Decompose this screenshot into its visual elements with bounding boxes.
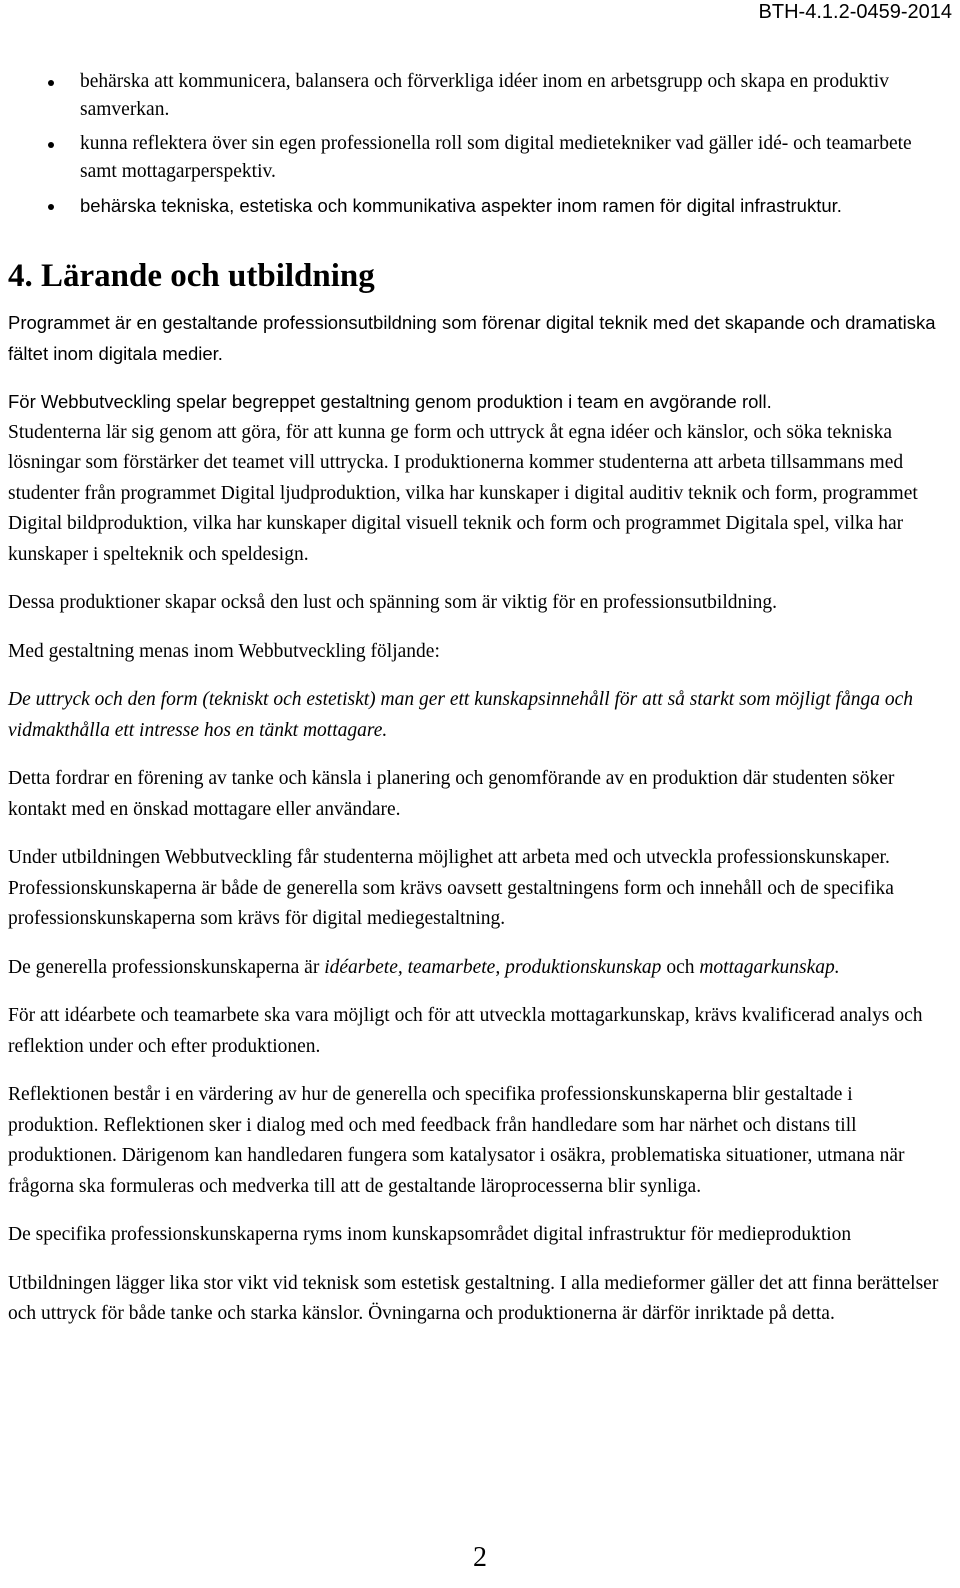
- list-item: behärska tekniska, estetiska och kommunikativa aspekter inom ramen för digital infrastruktur.: [8, 192, 938, 220]
- bullet-icon: [48, 142, 54, 148]
- bullet-icon: [48, 80, 54, 86]
- page-number: 2: [473, 1542, 487, 1573]
- paragraph: Reflektionen består i en värdering av hur de generella och specifika professionskunskaperna blir gestaltade i produktion. Reflektionen sker i dialog med och med feedback från handledare som har närhet och distans till produktionen. Därigenom kan handledaren fungera som katalysator i osäkra, problematiska situationer, utmana när frågorna ska formuleras och medverka till att de gestaltande läroprocesserna blir synliga.: [8, 1084, 905, 1197]
- section-body: [8, 308, 946, 1348]
- paragraph: För att idéarbete och teamarbete ska vara möjligt och för att utveckla mottagarkunskap, krävs kvalificerad analys och reflektion under och efter produktionen.: [8, 1005, 923, 1057]
- paragraph: Under utbildningen Webbutveckling får studenterna möjlighet att arbeta med och utveckla professionskunskaper. Professionskunskaperna är både de generella som krävs oavsett gestaltningens form och innehåll och de specifika professionskunskaperna som krävs för digital mediegestaltning.: [8, 847, 894, 929]
- list-item: behärska att kommunicera, balansera och förverkliga idéer inom en arbetsgrupp och skapa en produktiv samverkan.: [8, 68, 938, 124]
- bullet-icon: [48, 204, 54, 210]
- goal-list: [8, 68, 938, 226]
- definition-quote: De uttryck och den form (tekniskt och estetiskt) man ger ett kunskapsinnehåll för att så starkt som möjligt fånga och vidmakthålla ett intresse hos en tänkt mottagare.: [8, 689, 913, 741]
- paragraph: Detta fordrar en förening av tanke och känsla i planering och genomförande av en produktion där studenten söker kontakt med en önskad mottagare eller användare.: [8, 768, 895, 820]
- paragraph: Utbildningen lägger lika stor vikt vid teknisk som estetisk gestaltning. I alla medieformer gäller det att finna berättelser och uttryck för både tanke och starka känslor. Övningarna och produktionerna är därför inriktade på detta.: [8, 1272, 939, 1324]
- paragraph: För Webbutveckling spelar begreppet gestaltning genom produktion i team en avgörande roll.: [8, 391, 772, 412]
- document-id: BTH-4.1.2-0459-2014: [758, 1, 952, 23]
- paragraph: De generella professionskunskaperna är idéarbete, teamarbete, produktionskunskap och mottagarkunskap.: [8, 956, 840, 978]
- paragraph: De specifika professionskunskaperna ryms inom kunskapsområdet digital infrastruktur för medieproduktion: [8, 1224, 852, 1245]
- section-heading: 4. Lärande och utbildning: [8, 258, 375, 294]
- paragraph: Med gestaltning menas inom Webbutveckling följande:: [8, 640, 440, 662]
- list-item: kunna reflektera över sin egen professionella roll som digital medietekniker vad gäller idé- och teamarbete samt mottagarperspektiv.: [8, 130, 938, 186]
- paragraph: Programmet är en gestaltande professionsutbildning som förenar digital teknik med det skapande och dramatiska fältet inom digitala medier.: [8, 312, 936, 364]
- paragraph: Studenterna lär sig genom att göra, för att kunna ge form och uttryck åt egna idéer och känslor, och söka tekniska lösningar som förstärker det teamet vill uttrycka. I produktionerna kommer studenterna att arbeta tillsammans med studenter från programmet Digital ljudproduktion, vilka har kunskaper i digital auditiv teknik och form, programmet Digital bildproduktion, vilka har kunskaper digital visuell teknik och form och programmet Digitala spel, vilka har kunskaper i spelteknik och speldesign.: [8, 421, 918, 565]
- paragraph: Dessa produktioner skapar också den lust och spänning som är viktig för en professionsutbildning.: [8, 592, 778, 613]
